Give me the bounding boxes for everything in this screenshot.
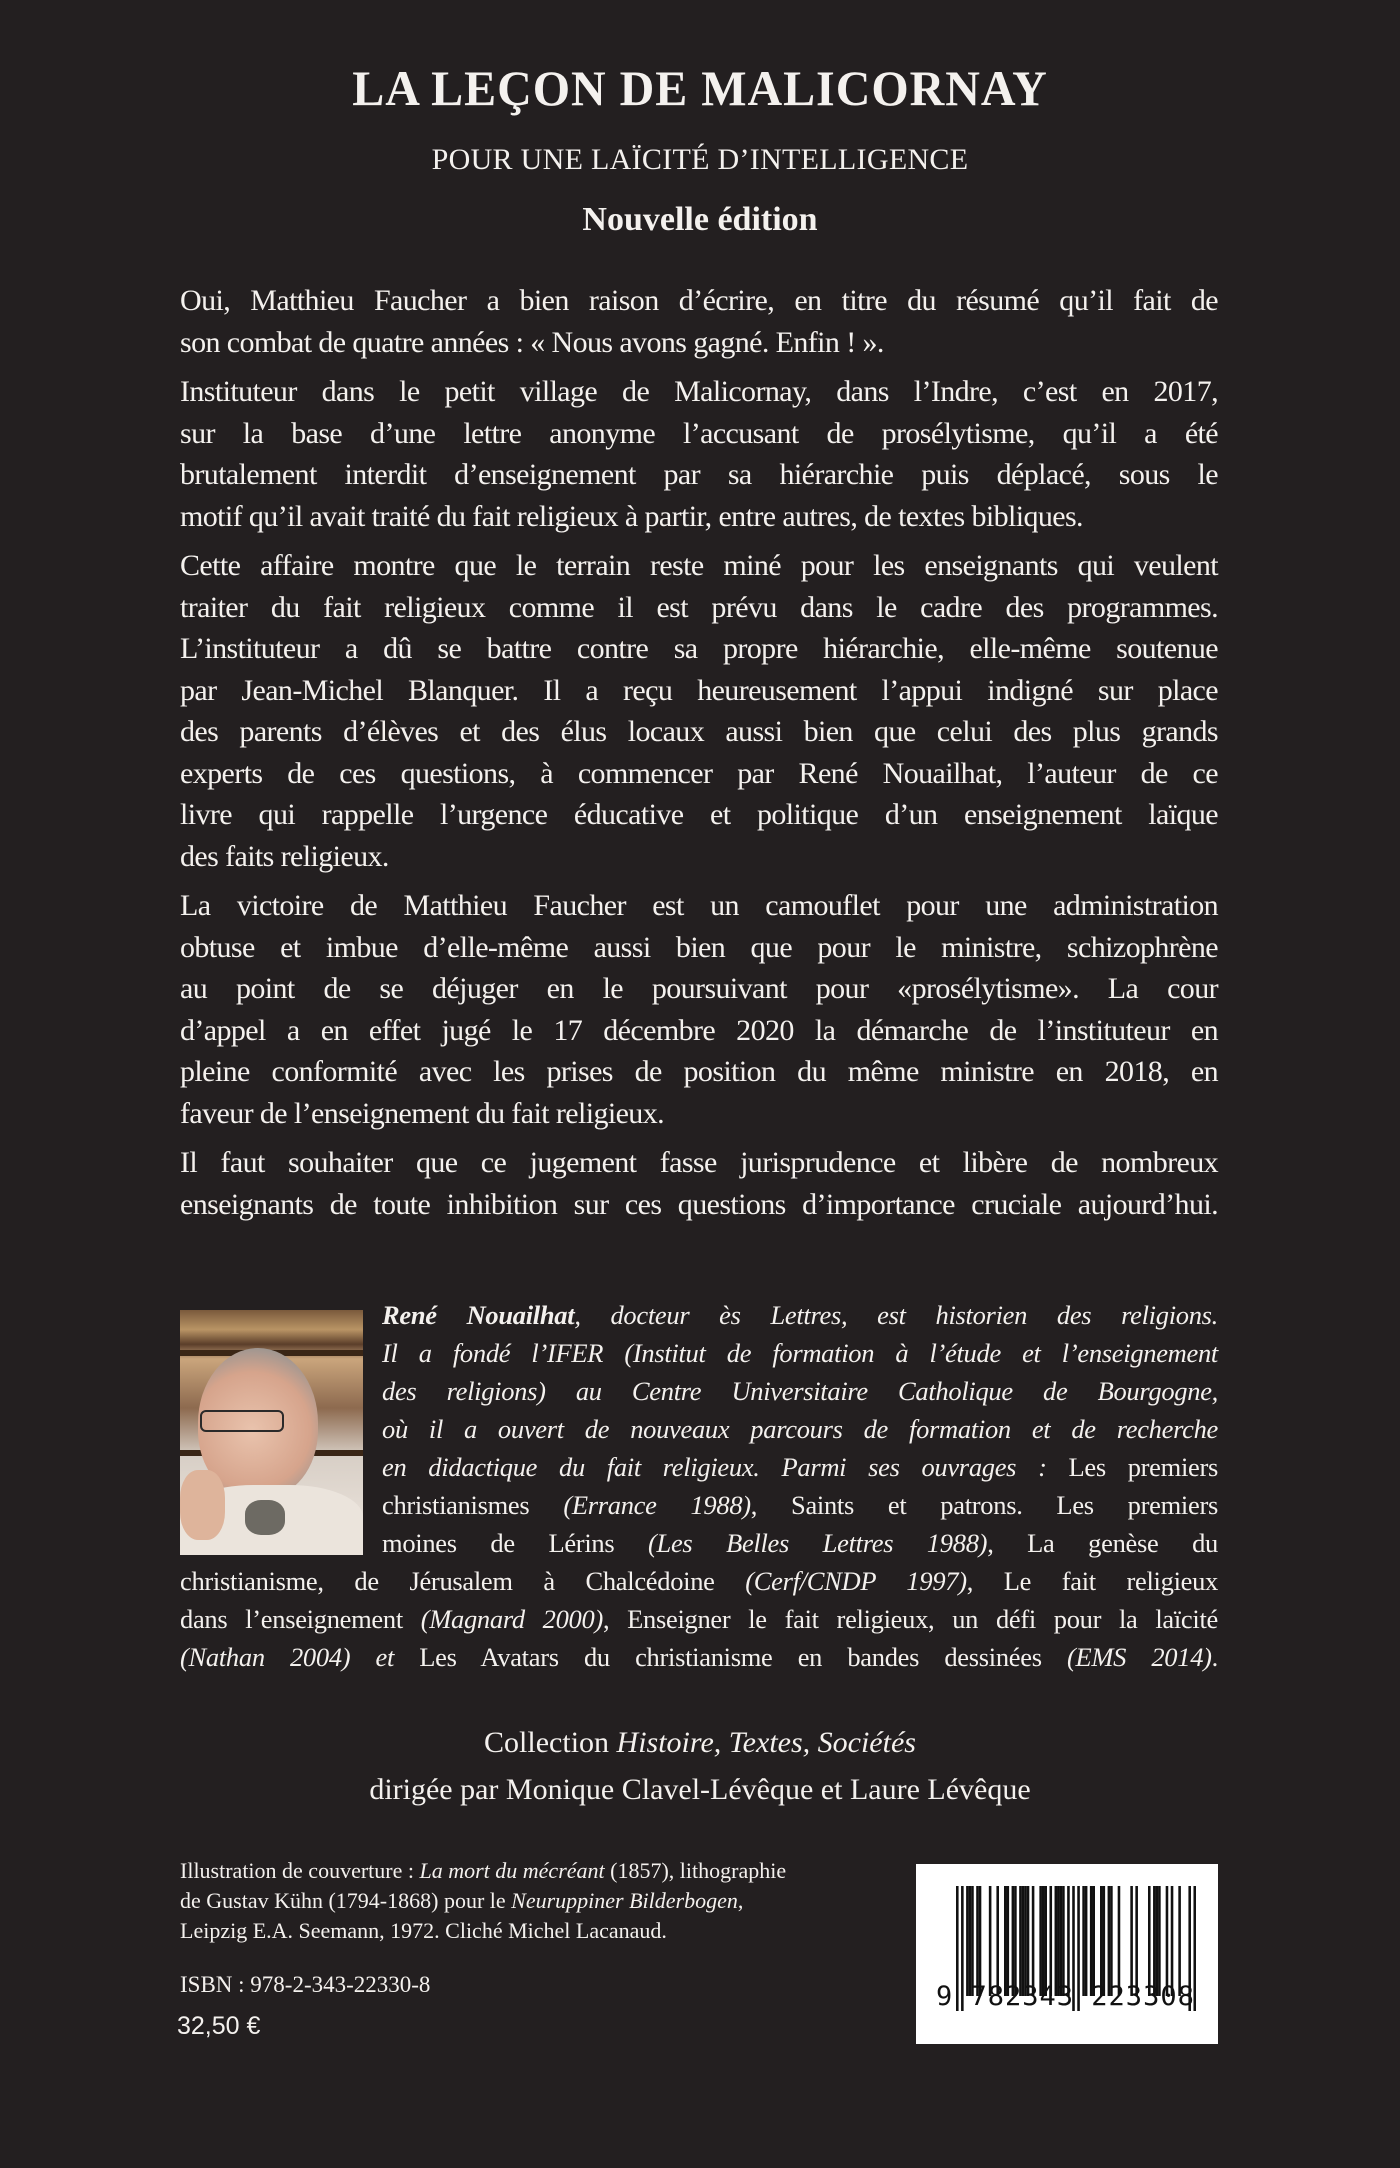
blurb-line: enseignants de toute inhibition sur ces questions d’importance cruciale aujourd’hui.: [180, 1187, 1218, 1221]
bio-line: [382, 1334, 1218, 1372]
blurb-line: d’appel a en effet jugé le 17 décembre 2020 la démarche de l’instituteur en: [180, 1013, 1218, 1047]
text-run: Il a fondé l’IFER (Institut de formation à l’étude et l’enseignement: [382, 1338, 1218, 1368]
text-run: christianismes: [382, 1490, 564, 1520]
text-run: christianisme, de Jérusalem à Chalcédoine: [180, 1566, 746, 1596]
illustration-credit: [180, 1856, 900, 1946]
blurb-line: traiter du fait religieux comme il est prévu dans le cadre des programmes.: [180, 590, 1218, 624]
blurb-line: La victoire de Matthieu Faucher est un camouflet pour une administration: [180, 889, 1218, 922]
credit-line: [180, 1856, 900, 1886]
text-run: La mort du mécréant: [419, 1858, 605, 1883]
text-run: de Gustav Kühn (1794-1868) pour le: [180, 1888, 512, 1913]
text-run: (EMS 2014): [1066, 1642, 1212, 1672]
blurb-paragraph: [180, 545, 1218, 877]
author-bio: [180, 1296, 1218, 1676]
text-run: Illustration de couverture :: [180, 1858, 420, 1883]
blurb-line: pleine conformité avec les prises de position du même ministre en 2018, en: [180, 1055, 1218, 1088]
blurb-paragraph: [180, 885, 1218, 1134]
blurb-line: Il faut souhaiter que ce jugement fasse jurisprudence et libère de nombreux: [180, 1146, 1218, 1179]
blurb-line: des faits religieux.: [180, 839, 389, 873]
blurb-paragraph: [180, 1142, 1218, 1225]
blurb-line: des parents d’élèves et des élus locaux aussi bien que celui des plus grands: [180, 715, 1218, 748]
text-run: , Le fait religieux: [966, 1566, 1218, 1596]
text-run: (Magnard 2000): [420, 1604, 603, 1634]
blurb-line: obtuse et imbue d’elle-même aussi bien que pour le ministre, schizophrène: [180, 930, 1218, 964]
author-name: René Nouailhat: [382, 1300, 575, 1330]
text-run: Les premiers: [1068, 1452, 1219, 1482]
blurb-line: par Jean-Michel Blanquer. Il a reçu heureusement l’appui indigné sur place: [180, 673, 1218, 707]
text-run: , La genèse du: [987, 1528, 1218, 1558]
bio-line: [180, 1638, 1218, 1676]
bio-line: [382, 1448, 1218, 1486]
collection-name: Histoire, Textes, Sociétés: [616, 1726, 916, 1759]
text-run: Leipzig E.A. Seemann, 1972. Cliché Michel Lacanaud.: [180, 1918, 667, 1943]
blurb-line: Oui, Matthieu Faucher a bien raison d’écrire, en titre du résumé qu’il fait de: [180, 284, 1218, 317]
blurb-line: livre qui rappelle l’urgence éducative et politique d’un enseignement laïque: [180, 798, 1218, 831]
text-run: (1857), lithographie: [604, 1858, 787, 1883]
text-run: moines de Lérins: [382, 1528, 648, 1558]
bio-line: [180, 1562, 1218, 1600]
bio-line: [180, 1600, 1218, 1638]
blurb-line: motif qu’il avait traité du fait religieux à partir, entre autres, de textes bibliques.: [180, 499, 1083, 533]
text-run: Neuruppiner Bilderbogen: [511, 1888, 738, 1913]
blurb-line: Instituteur dans le petit village de Malicornay, dans l’Indre, c’est en 2017,: [180, 375, 1218, 408]
blurb-line: brutalement interdit d’enseignement par sa hiérarchie puis déplacé, sous le: [180, 458, 1218, 491]
collection-directors: dirigée par Monique Clavel-Lévêque et Laure Lévêque: [369, 1773, 1031, 1806]
barcode: [916, 1864, 1218, 2044]
text-run: Les Avatars du christianisme en bandes dessinées: [419, 1642, 1067, 1672]
blurb-paragraph: [180, 371, 1218, 537]
barcode-digits: 9 782343 223308: [936, 1981, 1195, 2012]
text-run: en didactique du fait religieux. Parmi ses ouvrages :: [382, 1452, 1069, 1482]
text-run: (Cerf/CNDP 1997): [745, 1566, 967, 1596]
edition-label: Nouvelle édition: [582, 201, 818, 238]
book-title: LA LEÇON DE MALICORNAY: [352, 60, 1048, 116]
bio-line: [382, 1486, 1218, 1524]
bio-line: [382, 1410, 1218, 1448]
text-run: (Errance 1988): [563, 1490, 751, 1520]
credit-line: [180, 1886, 900, 1916]
price: 32,50 €: [177, 2012, 261, 2040]
blurb-line: Cette affaire montre que le terrain reste miné pour les enseignants qui veulent: [180, 549, 1218, 582]
text-run: des religions) au Centre Universitaire Catholique de Bourgogne,: [382, 1376, 1218, 1406]
text-run: .: [1211, 1642, 1218, 1672]
isbn: ISBN : 978-2-343-22330-8: [180, 1972, 431, 1997]
blurb-line: experts de ces questions, à commencer par René Nouailhat, l’auteur de ce: [180, 756, 1218, 790]
bio-line: [382, 1524, 1218, 1562]
blurb-text: [180, 280, 1218, 1233]
collection-line: [0, 1722, 1400, 1764]
blurb-line: L’instituteur a dû se battre contre sa propre hiérarchie, elle-même soutenue: [180, 632, 1218, 665]
text-run: ,: [737, 1888, 744, 1913]
text-run: , docteur ès Lettres, est historien des religions.: [574, 1300, 1218, 1330]
blurb-line: son combat de quatre années : « Nous avons gagné. Enfin ! ».: [180, 325, 884, 359]
bio-line: [382, 1296, 1218, 1334]
collection-prefix: Collection: [484, 1726, 617, 1759]
blurb-paragraph: [180, 280, 1218, 363]
text-run: dans l’enseignement: [180, 1604, 421, 1634]
credit-line: [180, 1916, 900, 1946]
bio-line: [382, 1372, 1218, 1410]
book-subtitle: POUR UNE LAÏCITÉ D’INTELLIGENCE: [431, 143, 969, 176]
text-run: , Saints et patrons. Les premiers: [750, 1490, 1218, 1520]
text-run: (Les Belles Lettres 1988): [648, 1528, 988, 1558]
blurb-line: au point de se déjuger en le poursuivant pour «prosélytisme». La cour: [180, 972, 1218, 1005]
text-run: (Nathan 2004) et: [180, 1642, 420, 1672]
text-run: où il a ouvert de nouveaux parcours de formation et de recherche: [382, 1414, 1218, 1444]
text-run: , Enseigner le fait religieux, un défi pour la laïcité: [602, 1604, 1218, 1634]
blurb-line: sur la base d’une lettre anonyme l’accusant de prosélytisme, qu’il a été: [180, 416, 1218, 450]
blurb-line: faveur de l’enseignement du fait religieux.: [180, 1096, 664, 1130]
